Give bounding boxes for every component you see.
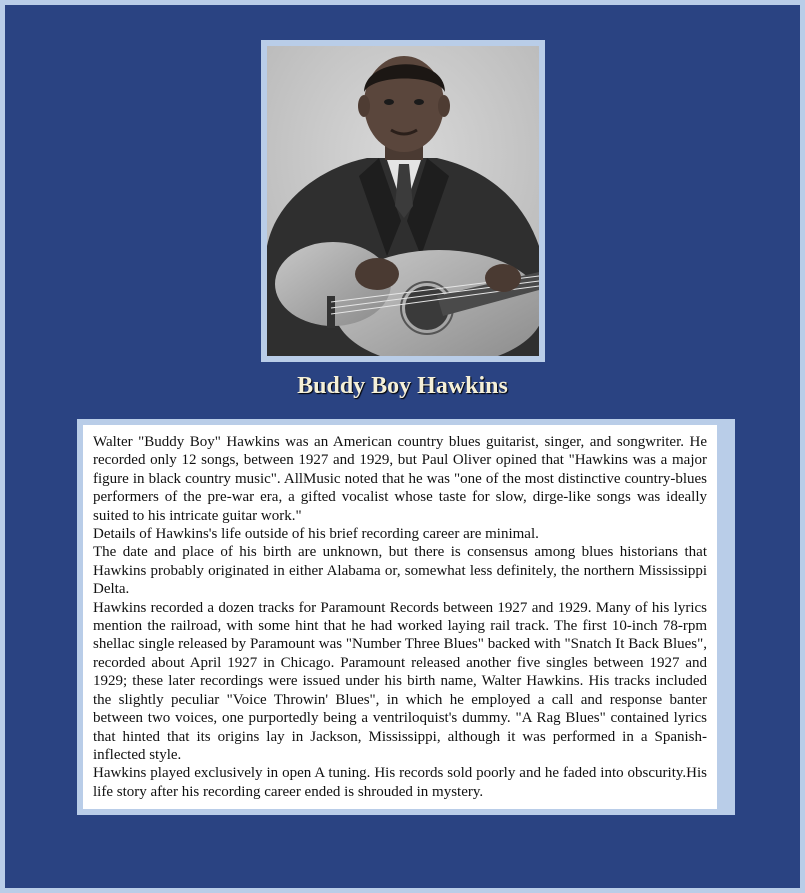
page-title: Buddy Boy Hawkins — [297, 373, 508, 399]
portrait-image — [267, 46, 539, 356]
biography-paragraph: Hawkins played exclusively in open A tuning. His records sold poorly and he faded into obscurity.His life story after his recording career ended is shrouded in mystery. — [93, 765, 707, 800]
biography-frame — [77, 419, 735, 815]
biography-paragraph: The date and place of his birth are unknown, but there is consensus among blues historians that Hawkins probably originated in either Alabama or, somewhat less definitely, the northern Mississippi Delta. — [93, 544, 707, 598]
portrait-photo — [267, 46, 539, 356]
biography-paragraph: Hawkins recorded a dozen tracks for Paramount Records between 1927 and 1929. Many of his lyrics mention the railroad, with some hint that he had worked laying rail track. The first 10-inch 78-rpm shellac single released by Paramount was "Number Three Blues" backed with "Snatch It Back Blues", recorded about April 1927 in Chicago. Paramount released another five singles between 1927 and 1929; these later recordings were issued under his birth name, Walter Hawkins. His tracks included the slightly peculiar "Voice Throwin' Blues", in which he employed a call and response banter between two voices, one purportedly being a ventriloquist's dummy. "A Rag Blues" contained lyrics that hinted that its origins lay in Jackson, Mississippi, although it was performed in a Spanish-inflected style. — [93, 599, 707, 763]
biography-paragraph: Details of Hawkins's life outside of his brief recording career are minimal. — [93, 526, 539, 543]
biography-paragraph: Walter "Buddy Boy" Hawkins was an American country blues guitarist, singer, and songwriter. He recorded only 12 songs, between 1927 and 1929, but Paul Oliver opined that "Hawkins was a major figure in black country music". AllMusic noted that he was "one of the most distinctive country-blues performers of the pre-war era, a gifted vocalist whose taste for slow, dirge-like songs was ideally suited to his intricate guitar work." — [93, 434, 707, 524]
biography-panel — [83, 425, 717, 809]
portrait-frame — [261, 40, 545, 362]
